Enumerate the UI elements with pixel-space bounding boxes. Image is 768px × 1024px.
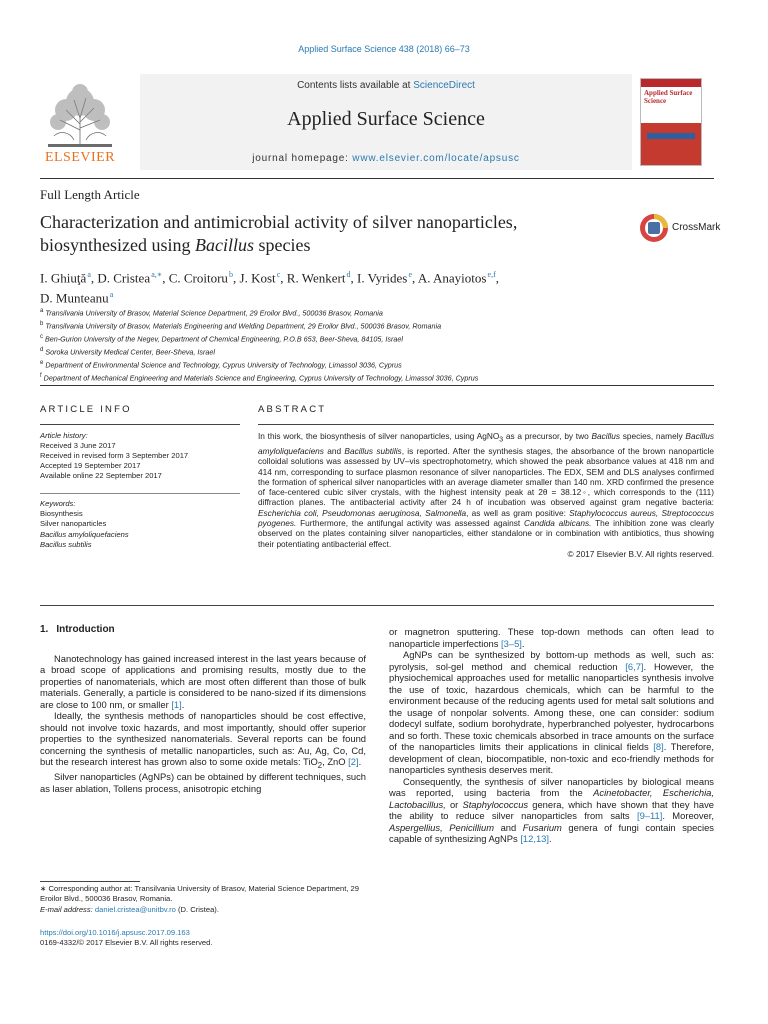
abstract-italic: Bacillus xyxy=(591,431,621,441)
abstract-text: Furthermore, the antifungal activity was assessed against xyxy=(296,518,524,529)
article-title xyxy=(40,211,620,257)
homepage-link[interactable]: www.elsevier.com/locate/apsusc xyxy=(352,153,520,164)
abstract-text: The inhibition zone was clearly observed on the plates containing silver nanoparticles, either standalone or in combination with antibiotics, thus showing their potentiating antibacterial effect. xyxy=(258,518,714,549)
author-affiliation-mark[interactable]: e,f xyxy=(487,270,496,279)
section-number: 1. xyxy=(40,624,49,635)
author-name[interactable]: I. Ghiuţă xyxy=(40,270,87,286)
author-name[interactable]: D. Munteanu xyxy=(40,290,109,306)
article-info-heading: ARTICLE INFO xyxy=(40,404,132,415)
abstract-italic: Escherichia coli, Pseudomonas aeruginosa, Salmonella xyxy=(258,507,467,518)
body-text: . However, the physiochemical approaches used for metallic nanoparticles synthesis involve the use of toxic, hazardous chemicals, which can be harmful to the environment because of the reducing agents used for metal salt solutions and the usage of nonpolar solvents. Among these, one can consider: sodium dodecyl sulfate, sodium borohydrate, hyperbranched polyester, hydrocarbons and so forth. These toxic chemicals absorbed in trace amounts on the surface of the nanoparticles limits their applications in clinical fields xyxy=(389,660,714,752)
header-rule xyxy=(40,178,714,179)
author-name[interactable]: J. Kost xyxy=(239,270,276,286)
cover-band xyxy=(641,79,701,87)
contents-prefix: Contents lists available at xyxy=(297,80,414,91)
abstract-paragraph xyxy=(258,431,714,549)
affiliation-mark: d xyxy=(40,346,44,353)
abstract-italic: Staphylococcus aureus, Streptococcus pyogenes. xyxy=(258,507,715,529)
author-name[interactable]: D. Cristea xyxy=(97,270,151,286)
footnote-star: ∗ xyxy=(40,884,47,893)
author-affiliation-mark[interactable]: c xyxy=(276,270,281,279)
keyword-item: Bacillus amyloliquefaciens xyxy=(40,529,129,539)
keyword-item: Biosynthesis xyxy=(40,509,83,519)
body-text: genera of fungi contain species capable of synthesizing AgNPs xyxy=(389,821,714,844)
history-item: Received in revised form 3 September 2017 xyxy=(40,451,189,461)
body-text: . Moreover, xyxy=(662,810,714,821)
author-affiliation-mark[interactable]: d xyxy=(346,270,351,279)
affiliation-mark: a xyxy=(40,308,44,314)
abstract-heading: ABSTRACT xyxy=(258,404,327,415)
abstract-subscript: 3 xyxy=(499,436,504,444)
title-italic: Bacillus xyxy=(195,235,254,255)
abstract-text: , as well as gram positive: xyxy=(466,507,570,518)
abstract-text: species, namely xyxy=(620,431,686,441)
cover-strip xyxy=(647,133,695,139)
title-text: biosynthesized using xyxy=(40,235,195,255)
crossmark-label[interactable]: CrossMark xyxy=(672,222,721,233)
abstract-italic: Bacillus amyloliquefaciens xyxy=(258,431,715,456)
body-rule xyxy=(40,605,714,606)
affiliation-text: Ben-Gurion University of the Negev, Department of Chemical Engineering, P.O.B 653, Beer-Sheva, 84105, Israel xyxy=(45,334,403,344)
author-name[interactable]: R. Wenkert xyxy=(286,270,346,286)
affiliation-item xyxy=(40,319,720,332)
footnote-line xyxy=(40,884,366,905)
affiliation-list xyxy=(40,306,720,384)
body-text: . xyxy=(181,698,185,710)
journal-homepage xyxy=(140,153,632,164)
body-text: and xyxy=(494,821,523,833)
body-text: . xyxy=(549,833,552,844)
history-item: Accepted 19 September 2017 xyxy=(40,461,141,471)
body-text: . xyxy=(521,637,525,649)
journal-cover-thumbnail[interactable] xyxy=(640,78,702,166)
body-text: or xyxy=(445,798,463,810)
affiliation-text: Transilvania University of Brasov, Material Science Department, 29 Eroilor Blvd., 500036 Brasov, Romania xyxy=(45,308,383,318)
abstract-italic: Candida albicans. xyxy=(523,518,592,529)
affiliation-mark: b xyxy=(40,320,44,327)
section-title: Introduction xyxy=(56,624,115,635)
doi-block xyxy=(40,928,366,949)
article-type: Full Length Article xyxy=(40,187,140,202)
abstract-body xyxy=(258,431,714,559)
keyword-item: Bacillus subtilis xyxy=(40,539,92,549)
email-suffix: (D. Cristea). xyxy=(175,904,219,914)
body-italic: Staphylococcus xyxy=(462,798,529,810)
article-info-rule xyxy=(40,424,240,425)
affiliation-item xyxy=(40,371,720,384)
journal-citation-link[interactable]: Applied Surface Science 438 (2018) 66–73 xyxy=(298,44,470,54)
contents-line xyxy=(140,80,632,91)
body-right-column xyxy=(389,626,714,845)
title-line-1: Characterization and antimicrobial activity of silver nanoparticles, xyxy=(40,212,518,232)
issn-line: 0169-4332/© 2017 Elsevier B.V. All rights reserved. xyxy=(40,938,213,948)
body-paragraph xyxy=(40,653,366,711)
body-left-column xyxy=(40,624,366,794)
body-italic: Acinetobacter, Escherichia, Lactobacillus, xyxy=(389,787,714,810)
body-text: AgNPs can be synthesized by bottom-up methods as well, such as: pyrolysis, sol-gel method and chemical reduction xyxy=(389,649,714,672)
abstract-text: , is reported. After the synthesis stages, the absorbance of the brown nanoparticle colloidal solutions was assessed by UV–vis spectrophotometry, which showed the peak absorbance values at 418 nm and 414 nm, corresponding to surface plasmon resonance of silver nanoparticles. The EDX, SEM and DLS analyses confirmed the formation of spherical silver nanoparticles with an average diameter smaller than 140 nm. XRD confirmed the presence of face-centered cubic silver crystals, with the highest intensity peak at 2θ = 38.12◦, which corresponds to the (111) diffraction planes. The antibacterial activity after 24 h of incubation was observed against gram negative bacteria: xyxy=(258,445,714,508)
affiliation-mark: c xyxy=(40,333,43,340)
author-name[interactable]: I. Vyrides xyxy=(357,270,408,286)
footnote-email-line xyxy=(40,905,366,915)
title-line-2 xyxy=(40,234,620,257)
reference-link[interactable]: [8] xyxy=(653,741,664,752)
journal-name: Applied Surface Science xyxy=(287,108,485,130)
history-label: Article history: xyxy=(40,431,88,440)
affiliation-item xyxy=(40,306,720,319)
article-history xyxy=(40,431,250,481)
reference-link[interactable]: [1] xyxy=(171,698,182,710)
footnote-rule xyxy=(40,881,140,882)
reference-link[interactable]: [9–11] xyxy=(636,810,663,821)
affiliation-text: Department of Environmental Science and Technology, Cyprus University of Technology, Limassol 3036, Cyprus xyxy=(45,360,402,370)
affiliation-text: Department of Mechanical Engineering and Materials Science and Engineering, Cyprus University of Technology, Limassol 3036, Cyprus xyxy=(43,373,479,383)
author-affiliation-mark[interactable]: a,∗ xyxy=(151,270,163,279)
reference-link[interactable]: [12,13] xyxy=(520,833,549,844)
author-affiliation-mark[interactable]: b xyxy=(229,270,234,279)
author-list: I. Ghiuţă $^a$, D. Cristea $^{a,∗}$, C. Croitoru $^b$, J. Kost $^c$, R. Wenkert $^d$, I. Vyrides $^e$, A. Anayiotos $^{e,f}$, D. Munteanu $^a$ xyxy=(40,270,499,306)
body-italic: Fusarium xyxy=(522,821,562,833)
body-text: genera, which have shown that they have the ability to reduce silver nanoparticles from salts xyxy=(389,798,714,821)
abstract-italic: Bacillus subtilis xyxy=(344,445,402,456)
abstract-copyright: © 2017 Elsevier B.V. All rights reserved. xyxy=(567,548,714,559)
affiliation-mark: f xyxy=(40,372,42,379)
body-text: . Therefore, development of clean, biocompatible, non-toxic and eco-friendly methods for nanoparticles synthesis deserves merit. xyxy=(389,741,714,775)
body-text: Nanotechnology has gained increased interest in the last years because of a broad scope of applications and promising results, mostly due to the properties of nanomaterials, which are most often different than those of bulk materials. Generally, a particle is considered to be nano-sized if its dimensions are close to 100 nm, or smaller xyxy=(40,652,366,710)
body-text: or magnetron sputtering. These top-down methods can often lead to nanoparticle imperfections xyxy=(389,626,714,649)
corresponding-author-footnote xyxy=(40,884,366,915)
keywords-rule xyxy=(40,493,240,494)
keywords-label: Keywords: xyxy=(40,499,76,508)
email-link[interactable]: daniel.cristea@unitbv.ro xyxy=(94,904,176,914)
body-paragraph xyxy=(389,626,714,649)
reference-link[interactable]: [3–5] xyxy=(501,637,522,649)
abstract-text: In this work, the biosynthesis of silver nanoparticles, using AgNO xyxy=(258,431,500,441)
history-item: Received 3 June 2017 xyxy=(40,441,116,451)
email-label: E-mail address: xyxy=(40,904,95,914)
title-suffix: species xyxy=(254,235,311,255)
affiliation-item xyxy=(40,345,720,358)
body-italic: Aspergellius, Penicillium xyxy=(389,821,495,833)
keywords-block xyxy=(40,499,250,550)
affiliation-text: Soroka University Medical Center, Beer-Sheva, Israel xyxy=(45,347,215,357)
body-paragraph: Silver nanoparticles (AgNPs) can be obtained by different techniques, such as laser ablation, Tollens process, anisotropic etching xyxy=(40,771,366,794)
section-heading xyxy=(40,624,366,636)
body-paragraph xyxy=(389,776,714,845)
abstract-rule xyxy=(258,424,714,425)
body-text: , ZnO xyxy=(322,756,349,767)
affiliation-item xyxy=(40,358,720,371)
affiliation-mark: e xyxy=(40,359,44,366)
cover-title: Applied Surface Science xyxy=(644,89,693,105)
author-affiliation-mark[interactable]: a xyxy=(87,270,91,279)
body-text: Consequently, the synthesis of silver nanoparticles by biological means was reported, using bacteria from the xyxy=(389,775,714,798)
body-text: Ideally, the synthesis methods of nanoparticles should be cost effective, should not involve toxic hazards, and most importantly, should offer superior properties to the synthesized nanomaterials. Several reports can be found concerning the synthesis of metallic nanoparticles, such as: Au, Ag, Co, Cd, but the research interest has grown also to some oxide metals: TiO xyxy=(40,710,366,767)
body-subscript: 2 xyxy=(317,760,323,770)
homepage-label: journal homepage: xyxy=(252,153,353,164)
author-affiliation-mark[interactable]: e xyxy=(408,270,413,279)
body-text: . xyxy=(358,756,362,767)
abstract-text: and xyxy=(323,445,345,456)
reference-link[interactable]: [2] xyxy=(348,756,359,767)
cover-image-block xyxy=(641,123,701,165)
footnote-text: Corresponding author at: Transilvania University of Brasov, Material Science Department, 29 Eroilor Blvd., 500036 Brasov, Romania. xyxy=(40,884,359,904)
doi-link[interactable]: https://doi.org/10.1016/j.apsusc.2017.09.163 xyxy=(40,928,190,937)
body-paragraph xyxy=(40,710,366,771)
author-name[interactable]: A. Anayiotos xyxy=(417,270,487,286)
reference-link[interactable]: [6,7] xyxy=(625,660,644,672)
author-name[interactable]: C. Croitoru xyxy=(168,270,228,286)
keyword-item: Silver nanoparticles xyxy=(40,519,107,529)
front-matter-rule xyxy=(40,385,714,386)
affiliation-item xyxy=(40,332,720,345)
body-paragraph xyxy=(389,649,714,776)
abstract-text: as a precursor, by two xyxy=(503,431,592,441)
affiliation-text: Transilvania University of Brasov, Materials Engineering and Welding Department, 29 Eroilor Blvd., 500036 Brasov, Romania xyxy=(45,321,442,331)
history-item: Available online 22 September 2017 xyxy=(40,471,162,481)
author-affiliation-mark[interactable]: a xyxy=(109,290,114,300)
sciencedirect-link[interactable]: ScienceDirect xyxy=(413,80,475,91)
elsevier-wordmark: ELSEVIER xyxy=(44,150,116,165)
